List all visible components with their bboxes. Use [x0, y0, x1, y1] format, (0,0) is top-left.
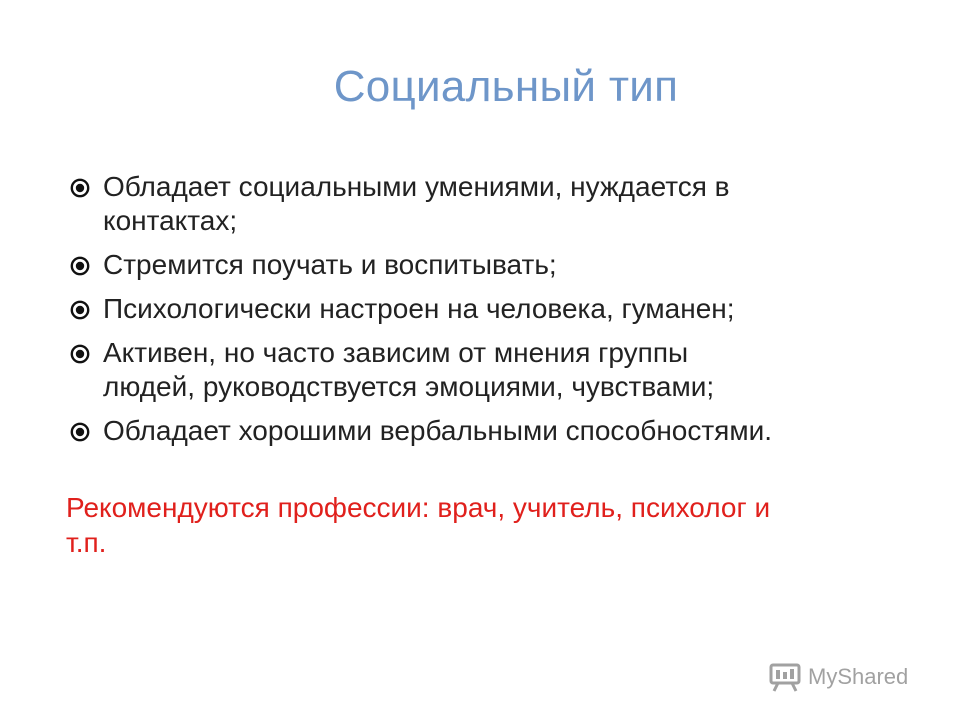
bullet-item [68, 292, 908, 326]
bullet-text: Обладает социальными умениями, нуждается в [103, 171, 730, 202]
bullet-item [68, 414, 908, 448]
slide-title: Социальный тип [333, 62, 679, 111]
myshared-logo-icon [768, 660, 802, 694]
recommendation-text [66, 490, 906, 560]
circle-bullet-icon [70, 256, 90, 276]
bullet-text: Психологически настроен на человека, гуманен; [103, 293, 735, 324]
circle-bullet-icon [70, 300, 90, 320]
watermark-text: MyShared [808, 664, 909, 689]
bullet-item [68, 336, 908, 404]
bullet-list [68, 170, 908, 458]
recommendation-line: т.п. [66, 527, 107, 558]
bullet-text: Активен, но часто зависим от мнения группы [103, 337, 689, 368]
circle-bullet-icon [70, 178, 90, 198]
bullet-text: контактах; [103, 205, 238, 236]
recommendation-line: Рекомендуются профессии: врач, учитель, психолог и [66, 492, 771, 523]
bullet-item [68, 170, 908, 238]
circle-bullet-icon [70, 422, 90, 442]
circle-bullet-icon [70, 344, 90, 364]
bullet-text: людей, руководствуется эмоциями, чувствами; [103, 371, 715, 402]
bullet-item [68, 248, 908, 282]
bullet-text: Обладает хорошими вербальными способностями. [103, 415, 773, 446]
bullet-text: Стремится поучать и воспитывать; [103, 249, 557, 280]
watermark [768, 660, 908, 694]
